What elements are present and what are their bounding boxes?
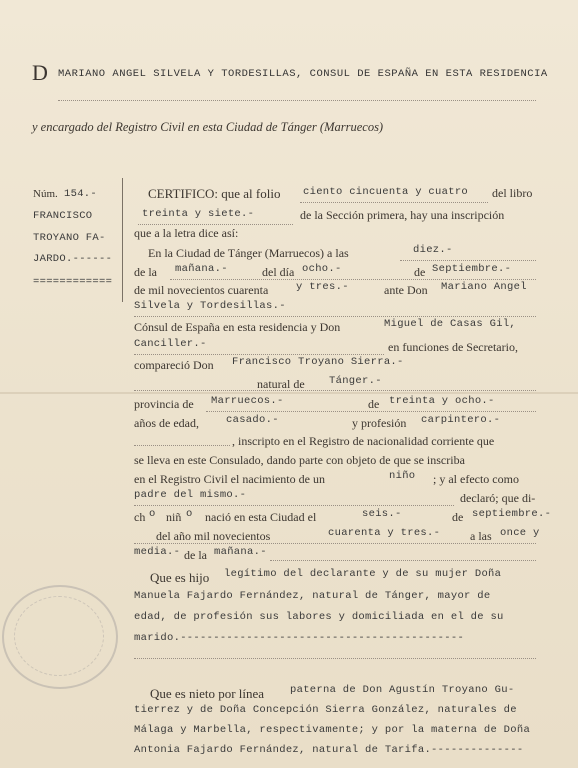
libro-value: treinta y siete.- bbox=[142, 208, 255, 220]
header-line-1: MARIANO ANGEL SILVELA Y TORDESILLAS, CONSUL DE ESPAÑA EN ESTA RESIDENCIA bbox=[58, 68, 548, 80]
folio-value: ciento cincuenta y cuatro bbox=[303, 186, 469, 198]
dotted-fill bbox=[134, 658, 536, 659]
parentage-line-1: legítimo del declarante y de su mujer Doña bbox=[224, 568, 502, 580]
funciones-text: en funciones de Secretario, bbox=[388, 340, 518, 354]
year-text: de mil novecientos cuarenta bbox=[134, 283, 269, 297]
del-dia-text: del día bbox=[262, 265, 295, 279]
birth-month-value: septiembre.- bbox=[472, 508, 552, 520]
day-value: ocho.- bbox=[302, 263, 342, 275]
nieto-text: Que es nieto por línea bbox=[150, 686, 265, 701]
letra-text: que a la letra dice así: bbox=[134, 226, 239, 240]
consulado-text: se lleva en este Consulado, dando parte con objeto de que se inscriba bbox=[134, 453, 465, 467]
declarant-name: Francisco Troyano Sierra.- bbox=[232, 356, 404, 368]
de-text: de bbox=[414, 265, 426, 279]
dotted-fill bbox=[300, 202, 488, 203]
de-la-text-2: de la bbox=[184, 548, 207, 562]
dotted-fill bbox=[134, 316, 536, 317]
efecto-text: ; y al efecto como bbox=[433, 472, 519, 486]
sidebar-name-1: FRANCISCO bbox=[33, 210, 93, 222]
ano-text: del año mil novecientos bbox=[156, 529, 271, 543]
dotted-fill bbox=[134, 543, 536, 544]
dotted-fill bbox=[270, 560, 536, 561]
hijo-text: Que es hijo bbox=[150, 570, 210, 585]
consular-seal-inner bbox=[14, 596, 104, 676]
dotted-fill bbox=[138, 224, 293, 225]
record-number-value: 154.- bbox=[64, 188, 98, 200]
grandparents-line-2: tierrez y de Doña Concepción Sierra González, naturales de bbox=[134, 704, 517, 716]
page-fold bbox=[0, 392, 578, 394]
certifico-text: CERTIFICO: que al folio bbox=[148, 186, 281, 201]
secretary-name: Miguel de Casas Gil, bbox=[384, 318, 517, 330]
birth-tod-value: mañana.- bbox=[214, 546, 267, 558]
nino-text: niñ bbox=[166, 510, 182, 524]
natural-de-text: natural de bbox=[257, 377, 305, 391]
declaro-text: declaró; que di- bbox=[460, 491, 536, 505]
header-dotted-rule bbox=[58, 100, 536, 101]
provincia-text: provincia de bbox=[134, 397, 194, 411]
dotted-fill bbox=[134, 445, 230, 446]
secretary-title: Canciller.- bbox=[134, 338, 207, 350]
birth-hour-value-2: media.- bbox=[134, 546, 181, 558]
time-of-day-value: mañana.- bbox=[175, 263, 228, 275]
birthplace-value: Tánger.- bbox=[329, 375, 382, 387]
libro-label: del libro bbox=[492, 186, 533, 200]
nacimiento-text: en el Registro Civil el nacimiento de un bbox=[134, 472, 325, 486]
inscripto-text: , inscripto en el Registro de nacionalidad corriente que bbox=[232, 434, 495, 448]
parentage-line-3: edad, de profesión sus labores y domiciliada en el de su bbox=[134, 611, 504, 623]
age-value: treinta y ocho.- bbox=[389, 395, 495, 407]
sidebar-divider bbox=[122, 178, 123, 302]
header-line-2: y encargado del Registro Civil en esta Ciudad de Tánger (Marruecos) bbox=[32, 120, 384, 134]
grandparents-line-4: Antonia Fajardo Fernández, natural de Tarifa.-------------- bbox=[134, 744, 524, 756]
month-value: Septiembre.- bbox=[432, 263, 512, 275]
dotted-fill bbox=[134, 390, 536, 391]
child-sex-value: niño bbox=[389, 470, 416, 482]
year-value: y tres.- bbox=[296, 281, 349, 293]
birth-hour-value: once y bbox=[500, 527, 540, 539]
dotted-fill bbox=[134, 505, 454, 506]
padre-value: padre del mismo.- bbox=[134, 489, 247, 501]
de-text-3: de bbox=[452, 510, 464, 524]
dicho-suffix: o bbox=[149, 508, 156, 520]
grandparents-line-1: paterna de Don Agustín Troyano Gu- bbox=[290, 684, 515, 696]
hour-value: diez.- bbox=[413, 244, 453, 256]
grandparents-line-3: Málaga y Marbella, respectivamente; y por la materna de Doña bbox=[134, 724, 531, 736]
birth-day-value: seis.- bbox=[362, 508, 402, 520]
dicho-text-1: ch bbox=[134, 510, 146, 524]
de-la-text: de la bbox=[134, 265, 157, 279]
dotted-fill bbox=[170, 279, 536, 280]
seccion-text: de la Sección primera, hay una inscripción bbox=[300, 208, 505, 222]
sidebar-name-2: TROYANO FA- bbox=[33, 232, 106, 244]
birth-year-value: cuarenta y tres.- bbox=[328, 527, 441, 539]
sidebar-name-3: JARDO.------ bbox=[33, 253, 113, 265]
marital-value: casado.- bbox=[226, 414, 279, 426]
consul-name-1: Mariano Angel bbox=[441, 281, 527, 293]
ciudad-text: En la Ciudad de Tánger (Marruecos) a las bbox=[148, 246, 349, 260]
ante-don-text: ante Don bbox=[384, 283, 428, 297]
consul-name-2: Silvela y Tordesillas.- bbox=[134, 300, 286, 312]
profesion-text: y profesión bbox=[352, 416, 407, 430]
consul-text: Cónsul de España en esta residencia y Don bbox=[134, 320, 341, 334]
header-initial: D bbox=[32, 60, 48, 85]
comparecio-text: compareció Don bbox=[134, 358, 214, 372]
a-las-text: a las bbox=[470, 529, 492, 543]
nacio-text: nació en esta Ciudad el bbox=[205, 510, 317, 524]
profession-value: carpintero.- bbox=[421, 414, 501, 426]
dotted-fill bbox=[206, 411, 536, 412]
parentage-line-4: marido.------------------------------------------- bbox=[134, 632, 465, 644]
de-text-2: de bbox=[368, 397, 380, 411]
sidebar-rule: ============ bbox=[33, 276, 113, 288]
dotted-fill bbox=[400, 260, 536, 261]
parentage-line-2: Manuela Fajardo Fernández, natural de Tánger, mayor de bbox=[134, 590, 491, 602]
record-number-label: Núm. bbox=[33, 188, 58, 200]
anos-text: años de edad, bbox=[134, 416, 199, 430]
dotted-fill bbox=[134, 354, 384, 355]
province-value: Marruecos.- bbox=[211, 395, 284, 407]
nino-suffix: o bbox=[186, 508, 193, 520]
